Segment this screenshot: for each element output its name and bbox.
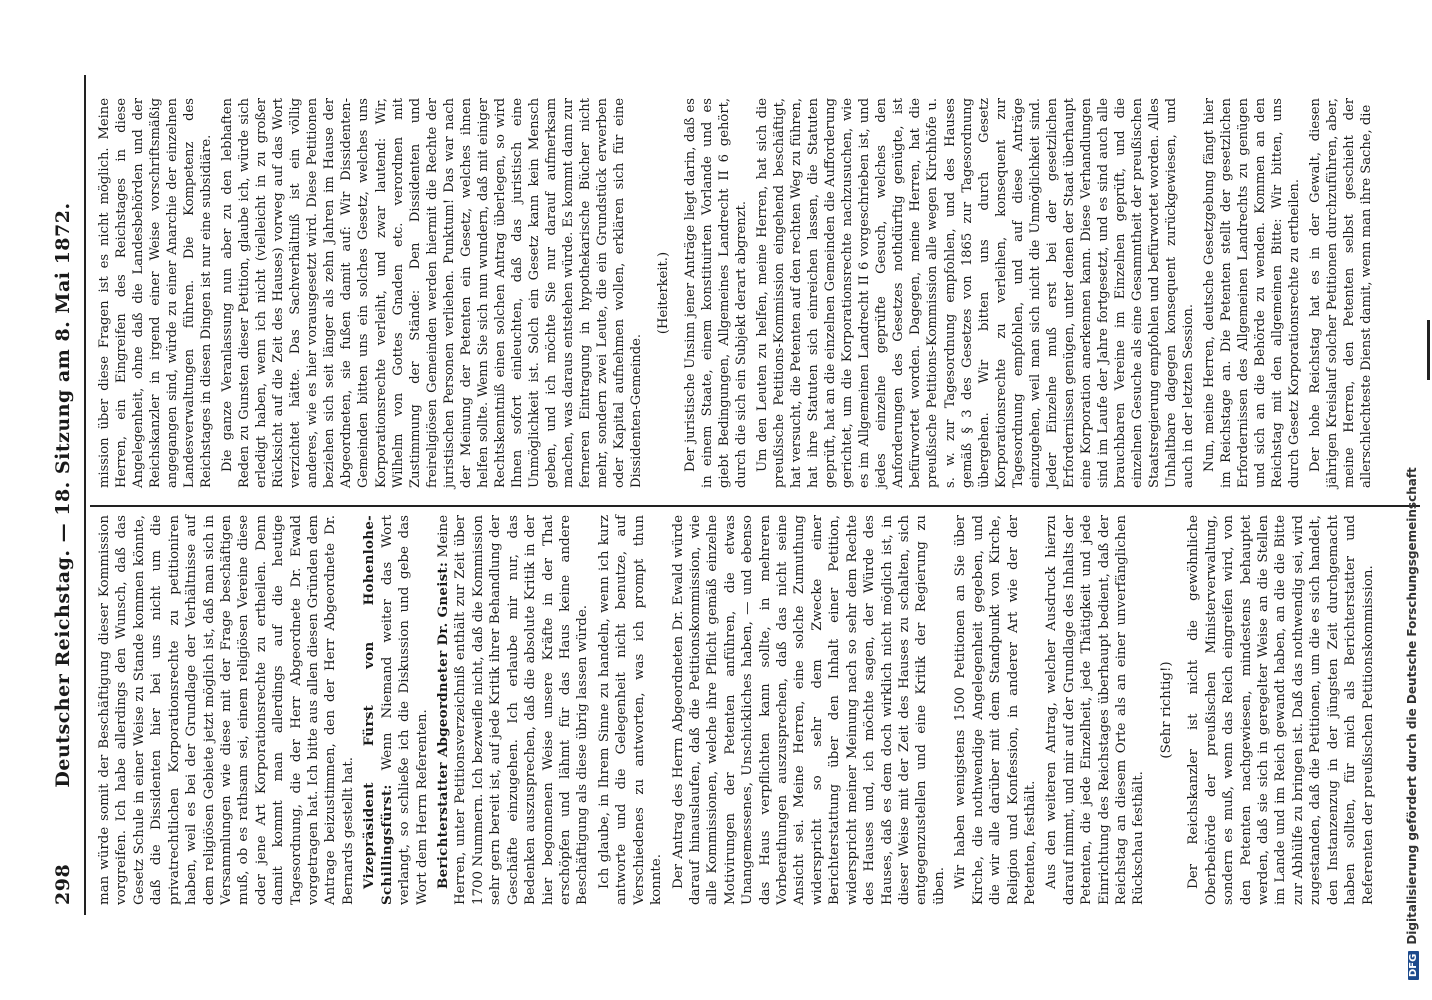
footer-text: Digitalisierung gefördert durch die Deutsche Forschungsgemeinschaft xyxy=(1405,467,1419,945)
digitization-footer xyxy=(1405,280,1419,980)
interjection: (Heiterkeit.) xyxy=(656,251,671,335)
paragraph: Ich glaube, in Ihrem Sinne zu handeln, wenn ich kurz antworte und die Gelegenheit nicht benutze, auf Verschiedenes zu antworten, was ich prompt thun konnte. xyxy=(596,515,665,905)
paragraph: Um den Leuten zu helfen, meine Herren, hat sich die preußische Petitions-Kommission eingehend beschäftigt, hat versucht, die Petenten auf den rechten Weg zu führen, hat ihre Statuten sich einreichen lassen, die Statuten geprüft, hat an die einzelnen Gemeinden die Aufforderung gerichtet, um die Korporationsrechte nachzusuchen, wie es im Allgemeinen Landrecht II 6 vorgeschrieben ist, und jedes einzelne geprüfte Gesuch, welches den Anforderungen des Gesetzes nothdürftig genügte, ist befürwortet worden. Dagegen, meine Herren, hat die preußische Petitions-Kommission alle wegen Kirchhöfe u. s. w. zur Tagesordnung empfohlen, und des Hauses gemäß § 3 des Gesetzes von 1865 zur Tagesordnung übergehen. Wir bitten uns durch Gesetz Korporationsrechte zu verleihen, konsequent zur Tagesordnung empfohlen, und auf diese Anträge einzugehen, weil man sich nicht die Unmöglichkeit sind. Jeder Einzelne muß erst bei der gesetzlichen Erfordernissen genügen, unter denen der Staat überhaupt eine Korporation anerkennen kann. Diese Verhandlungen sind im Laufe der Jahre fortgesetzt, und es sind auch alle brauchbaren Vereine im Einzelnen geprüft, und die einzelnen Gesuche als eine Gesammtheit der preußischen Staatsregierung empfohlen und befürwortet worden. Alles Unhaltbare dagegen konsequent zurückgewiesen, und auch in der letzten Session. xyxy=(755,98,1196,488)
paragraph: Der Reichskanzler ist nicht die gewöhnliche Oberbehörde der preußischen Ministerverwaltung, sondern es muß, wenn das Reich eingreifen wird, von den Petenten nachgewiesen, mindestens behauptet werden, daß sie sich in geregelter Weise an die Stellen im Lande und im Reich gewandt haben, an die die Bitte zur Abhülfe zu bringen ist. Daß das nothwendig sei, wird zugestanden, daß die Petitionen, um die es sich handelt, den Instanzenzug in der jüngsten Zeit durchgemacht haben sollten, für mich als Berichterstatter und Referenten der preußischen Petitionskommission. xyxy=(1186,515,1376,905)
paragraph xyxy=(361,515,431,905)
speaker-name: Vizepräsident Fürst von Hohenlohe-Schillingsfürst: xyxy=(361,515,395,905)
header-rule xyxy=(84,75,86,915)
paragraph: Die ganze Veranlassung nun aber zu den lebhaften Reden zu Gunsten dieser Petition, glaube ich, würde sich erledigt haben, wenn ich nicht (vielleicht in zu großer Rücksicht auf die Zeit des Hauses) vorweg auf das Wort verzichtet hätte. Das Sachverhältniß ist ein völlig anderes, wie es hier vorausgesetzt wird. Diese Petitionen beziehen sich seit länger als zehn Jahren im Hause der Abgeordneten, sie fußen damit auf: Wir Dissidenten-Gemeinden bitten uns ein solches Gesetz, welches uns Korporationsrechte verleiht, und zwar lautend: Wir, Wilhelm von Gottes Gnaden etc. verordnen mit Zustimmung der Stände: Den Dissidenten und freireligiösen Gemeinden werden hiermit die Rechte der juristischen Personen verliehen. Punktum! Das war nach der Meinung der Petenten ein Gesetz, welches ihnen helfen sollte. Wenn Sie sich nun wundern, daß mit einiger Rechtskenntniß einen solchen Antrag überlegen, so wird Ihnen sofort einleuchten, daß das juristisch eine Unmöglichkeit ist. Solch ein Gesetz kann kein Mensch geben, und ich möchte Sie nur darauf aufmerksam machen, was daraus entstehen würde. Es kommt dann zur ferneren Eintragung in hypothekarische Bücher nicht mehr, sondern zwei Leute, die ein Grundstück erwerben oder Kapital aufnehmen wollen, erklären sich für eine Dissidenten-Gemeinde. xyxy=(220,98,644,488)
page-number: 298 xyxy=(52,863,74,905)
paragraph: Der juristische Unsinn jener Anträge liegt darin, daß es in einem Staate, einem konstituirten Vorlande und es giebt Bedingungen, Allgemeines Landrecht II 6 gehört, durch die sich ein Subjekt derart abgrenzt. xyxy=(683,98,750,488)
running-title: Deutscher Reichstag. — 18. Sitzung am 8. Mai 1872. xyxy=(52,202,74,788)
speaker-name: Berichterstatter Abgeordneter Dr. Gneist: xyxy=(435,561,452,889)
paragraph: Wir haben wenigstens 1500 Petitionen an Sie über Kirche, die nothwendige Angelegenheit gegeben, und die wir alle darüber mit dem Standpunkt von Kirche, Religion und Konfession, in anderer Art wie der der Petenten, festhält. xyxy=(953,515,1038,905)
paragraph xyxy=(435,515,592,905)
paragraph: Nun, meine Herren, deutsche Gesetzgebung fängt hier im Reichstage an. Die Petenten stellt der gesetzlichen Erfordernissen des Allgemeinen Landrechts zu genügen und sich an die Behörde zu wenden. Kommen an den Reichstag mit den allgemeinen Bitte: Wir bitten, uns durch Gesetz Korporationsrechte zu ertheilen. xyxy=(1201,98,1303,488)
column-divider xyxy=(90,505,1420,507)
running-header xyxy=(52,85,80,905)
paragraph: man würde somit der Beschäftigung dieser Kommission vorgreifen. Ich habe allerdings den Wunsch, daß das Gesetz Schule in einer Weise zu Stande kommen könnte, daß die Dissidenten hier bei uns nicht um die privatrechtlichen Korporationsrechte zu petitioniren haben, weil es bei der Grundlage der Verhältnisse auf dem religiösen Gebiete jetzt möglich ist, daß man sich in Versammlungen wie diese mit der Frage beschäftigen muß, ob es rathsam sei, einem religiösen Vereine diese oder jene Art Korporationsrechte zu ertheilen. Denn damit kommt man allerdings auf die heutige Tagesordnung, die der Herr Abgeordnete Dr. Ewald vorgetragen hat. Ich bitte aus allen diesen Gründen dem Antrage beizustimmen, den der Herr Abgeordnete Dr. Bernards gestellt hat. xyxy=(97,515,356,905)
paragraph: Der Antrag des Herrn Abgeordneten Dr. Ewald würde darauf hinauslaufen, daß die Petitionskommission, wie alle Kommissionen, welche ihre Pflicht gemäß einzelne Motivirungen der Petenten anführen, die etwas Unangemessenes, Unschickliches haben, — und ebenso das Haus verpflichten kann sollte, in mehreren Vorberathungen auszusprechen, daß das nicht seine Ansicht sei. Meine Herren, eine solche Zumuthung widerspricht so sehr dem Zwecke einer Berichterstattung über den Inhalt einer Petition, widerspricht meiner Meinung nach so sehr dem Rechte des Hauses und, ich möchte sagen, der Würde des Hauses, daß es dem doch wirklich nicht möglich ist, in dieser Weise mit der Zeit des Hauses zu schalten, sich entgegenzustellen und eine Kritik der Regierung zu üben. xyxy=(670,515,947,905)
interjection: (Sehr richtig!) xyxy=(1158,661,1174,759)
paragraph: mission über diese Fragen ist es nicht möglich. Meine Herren, ein Eingreifen des Reichstages in diese Angelegenheit, ohne daß die Landesbehörden und der Reichskanzler in irgend einer Weise vorschriftsmäßig angegangen sind, würde zu einer Anarchie der einzelnen Landesverwaltungen führen. Die Kompetenz des Reichstages in diesen Dingen ist nur eine subsidiäre. xyxy=(97,98,215,488)
bottom-rule xyxy=(1427,320,1430,380)
paragraph-text: Meine Herren, unter Petitionsverzeichniß enthält zur Zeit über 1700 Nummern. Ich bezweifle nicht, daß die Kommission sehr gern bereit ist, auf jede Kritik ihrer Behandlung der Geschäfte einzugehen. Ich erlaube mir nur, das Bedenken auszusprechen, daß die absolute Kritik in der hier begonnenen Weise unsere Kräfte in der That erschöpfen und lähmt für das Haus keine andere Beschäftigung als diese übrig lassen würde. xyxy=(436,515,591,905)
paragraph: Der hohe Reichstag hat es in der Gewalt, diesen jährigen Kreislauf solcher Petitionen durchzuführen, aber, meine Herren, den Petenten selbst geschieht der allerschlechteste Dienst damit, wenn man ihre Sache, die xyxy=(1308,98,1375,488)
left-column xyxy=(96,515,1381,905)
paragraph: Aus den weiteren Antrag, welcher Ausdruck hierzu darauf nimmt, und mir auf der Grundlage des Inhalts der Petenten, die jede Einzelheit, jede Thätigkeit und jede Einrichtung des Reichstages überhaupt bedient, daß der Reichstag an diesem Orte als an einer unverfänglichen Rückschau festhält. xyxy=(1044,515,1147,905)
right-column xyxy=(96,98,1379,488)
dfg-logo: DFG xyxy=(1408,951,1419,980)
paragraph-text: Wenn Niemand weiter das Wort verlangt, so schließe ich die Diskussion und gebe das Wort dem Herrn Referenten. xyxy=(379,515,430,905)
